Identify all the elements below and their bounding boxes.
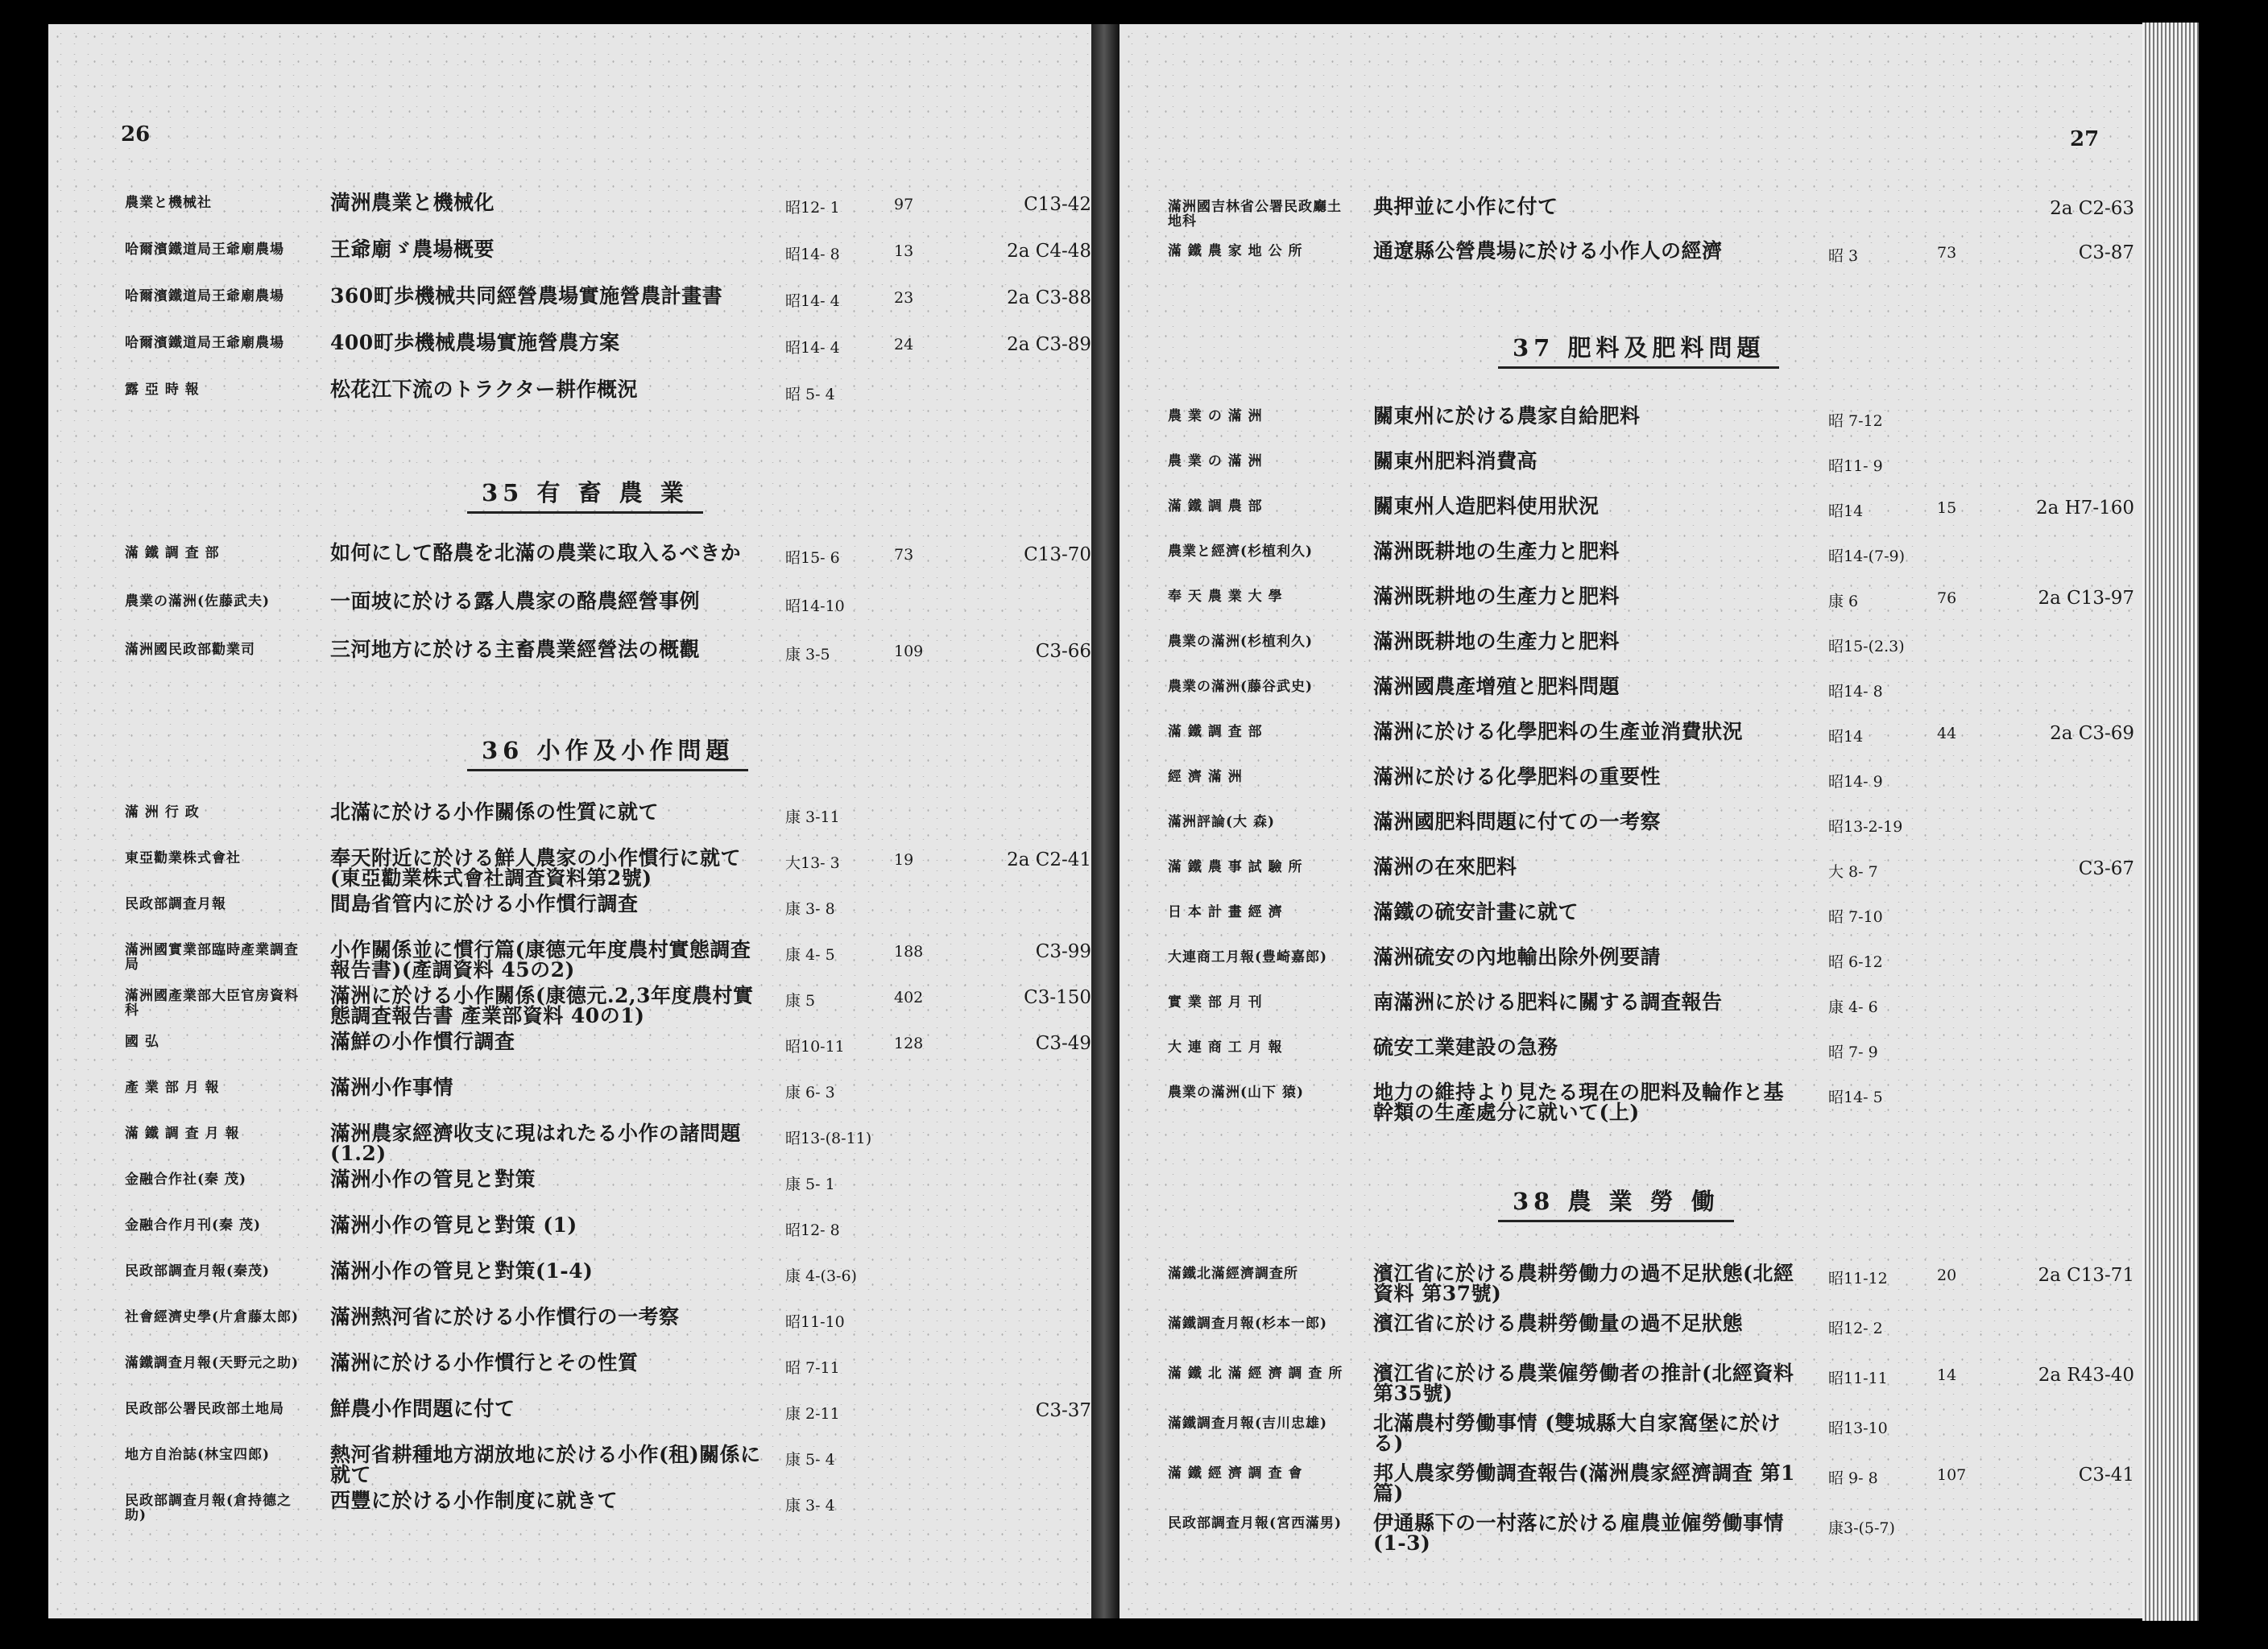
entry-src: 滿 洲 行 政	[125, 804, 200, 820]
bibliography-entry	[125, 329, 1091, 368]
section-heading: 37 肥料及肥料問題	[1498, 330, 1779, 369]
bibliography-entry	[1168, 1510, 2150, 1555]
entry-title: 王爺廟ゞ農場概要	[330, 238, 495, 261]
entry-src: 金融合作月刊(秦 茂)	[125, 1217, 262, 1234]
entry-code: C3-66	[1035, 641, 1091, 662]
entry-date: 昭14	[1828, 728, 1864, 746]
entry-title: 滿洲國農產增殖と肥料問題	[1373, 675, 1620, 698]
entry-pg: 109	[894, 643, 924, 660]
entry-src: 哈爾濱鐵道局王爺廟農場	[125, 242, 284, 258]
entry-src: 滿鐵調査月報(天野元之助)	[125, 1355, 300, 1371]
bibliography-entry	[1168, 718, 2150, 757]
entry-code: C3-150	[1024, 987, 1091, 1008]
page-edges	[2142, 23, 2199, 1621]
entry-src: 民政部調査月報	[125, 896, 226, 912]
entry-pg: 402	[894, 989, 924, 1006]
entry-pg: 44	[1937, 725, 1957, 742]
entry-title: 一面坡に於ける露人農家の酪農經營事例	[330, 589, 701, 613]
bibliography-entry	[1168, 899, 2150, 937]
entry-title: 典押並に小作に付て	[1373, 195, 1558, 218]
entry-src: 經 濟 滿 洲	[1168, 769, 1243, 785]
entry-src: 社會經濟史學(片倉藤太郎)	[125, 1309, 300, 1325]
entry-date: 昭 9- 8	[1828, 1469, 1878, 1487]
bibliography-entry	[1168, 583, 2150, 622]
entry-title: 滿洲の在來肥料	[1373, 855, 1517, 878]
entry-date: 昭10-11	[785, 1038, 845, 1056]
entry-title: 南滿洲に於ける肥料に關する調査報告	[1373, 990, 1723, 1014]
entry-title: 硫安工業建設の急務	[1373, 1035, 1558, 1059]
entry-title: 關東州肥料消費高	[1373, 449, 1538, 473]
entry-src: 農業の滿洲(藤谷武史)	[1168, 679, 1314, 695]
entry-pg: 15	[1937, 499, 1957, 517]
entry-date: 昭 7-11	[785, 1359, 840, 1377]
bibliography-entry	[125, 636, 1091, 675]
bibliography-entry	[1168, 1360, 2150, 1405]
entry-src: 滿洲評論(大 森)	[1168, 814, 1276, 830]
bibliography-entry	[1168, 1260, 2150, 1305]
entry-date: 昭14-(7-9)	[1828, 548, 1906, 565]
entry-src: 滿鐵北滿經濟調査所	[1168, 1266, 1298, 1282]
entry-title: 熱河省耕種地方湖放地に於ける小作(租)關係に就て	[330, 1443, 761, 1486]
entry-pg: 188	[894, 943, 924, 961]
entry-src: 哈爾濱鐵道局王爺廟農場	[125, 335, 284, 351]
entry-pg: 24	[894, 336, 914, 353]
entry-src: 地方自治誌(林宝四郎)	[125, 1447, 271, 1463]
entry-date: 昭11-11	[1828, 1370, 1888, 1387]
entry-date: 康 5	[785, 992, 816, 1010]
entry-title: 滿洲硫安の內地輸出除外例要請	[1373, 945, 1662, 969]
entry-src: 農業の滿洲(杉植利久)	[1168, 634, 1314, 650]
bibliography-entry	[125, 283, 1091, 321]
entry-src: 滿 鐵 調 査 部	[1168, 724, 1263, 740]
entry-date: 昭12- 1	[785, 199, 840, 217]
entry-title: 關東州に於ける農家自給肥料	[1373, 404, 1641, 428]
entry-date: 康 3-11	[785, 808, 840, 826]
entry-src: 日 本 計 畫 經 濟	[1168, 904, 1283, 920]
bibliography-entry	[125, 1258, 1091, 1296]
entry-title: 西豐に於ける小作制度に就きて	[330, 1489, 619, 1512]
bibliography-entry	[125, 982, 1091, 1027]
entry-code: 2a R43-40	[2038, 1365, 2134, 1386]
entry-title: 滿洲國肥料問題に付ての一考察	[1373, 810, 1662, 833]
section-heading: 38 農 業 勞 働	[1498, 1184, 1734, 1222]
entry-title: 滿洲既耕地の生產力と肥料	[1373, 585, 1620, 608]
entry-date: 昭14- 5	[1828, 1089, 1883, 1106]
entry-title: 北滿に於ける小作關係の性質に就て	[330, 800, 660, 824]
bibliography-entry	[1168, 538, 2150, 577]
entry-title: 如何にして酪農を北滿の農業に取入るべきか	[330, 541, 742, 564]
entry-date: 昭14- 4	[785, 292, 840, 310]
bibliography-entry	[125, 1304, 1091, 1342]
bibliography-entry	[125, 845, 1091, 890]
entry-date: 康 5- 4	[785, 1451, 835, 1469]
bibliography-entry	[125, 1395, 1091, 1434]
bibliography-entry	[1168, 944, 2150, 982]
entry-pg: 73	[1937, 244, 1957, 262]
entry-title: 滿洲熱河省に於ける小作慣行の一考察	[330, 1305, 680, 1329]
entry-src: 滿 鐵 調 農 部	[1168, 498, 1263, 515]
entry-code: C3-67	[2078, 858, 2134, 879]
entry-pg: 23	[894, 289, 914, 307]
entry-title: 奉天附近に於ける鮮人農家の小作慣行に就て(東亞勸業株式會社調査資料第2號)	[330, 846, 742, 890]
entry-src: 東亞勸業株式會社	[125, 850, 241, 866]
left-page	[48, 24, 1091, 1618]
entry-title: 濱江省に於ける農耕勞働力の過不足狀態(北經資料 第37號)	[1373, 1262, 1794, 1305]
entry-date: 昭14- 8	[785, 246, 840, 263]
entry-date: 康 4-(3-6)	[785, 1267, 857, 1285]
entry-date: 昭14-10	[785, 597, 845, 615]
entry-date: 康 6- 3	[785, 1084, 835, 1101]
entry-src: 農 業 の 滿 洲	[1168, 408, 1263, 424]
entry-src: 大連商工月報(豊崎嘉郎)	[1168, 949, 1328, 965]
entry-date: 昭13-10	[1828, 1420, 1888, 1437]
entry-src: 產 業 部 月 報	[125, 1080, 220, 1096]
entry-date: 昭 3	[1828, 247, 1859, 265]
entry-date: 昭14- 4	[785, 339, 840, 357]
bibliography-entry	[1168, 673, 2150, 712]
entry-date: 康 3-5	[785, 646, 830, 663]
page-number: 27	[2070, 127, 2100, 151]
entry-date: 昭14- 8	[1828, 683, 1883, 701]
bibliography-entry	[1168, 853, 2150, 892]
entry-date: 昭 5- 4	[785, 386, 835, 403]
entry-date: 昭14	[1828, 502, 1864, 520]
entry-src: 滿洲國產業部大臣官房資料科	[125, 988, 299, 1019]
bibliography-entry	[1168, 763, 2150, 802]
entry-date: 昭13-(8-11)	[785, 1130, 872, 1147]
entry-date: 康 4- 6	[1828, 998, 1878, 1016]
entry-title: 三河地方に於ける主畜農業經營法の概觀	[330, 638, 701, 661]
entry-code: 2a C3-69	[2050, 723, 2134, 744]
entry-code: 2a C3-88	[1007, 287, 1091, 308]
entry-title: 濱江省に於ける農業僱勞働者の推計(北經資料 第35號)	[1373, 1362, 1794, 1405]
entry-src: 滿 鐵 調 査 部	[125, 545, 220, 561]
entry-src: 農業の滿洲(佐藤武夫)	[125, 593, 271, 610]
entry-code: C13-42	[1024, 194, 1091, 215]
bibliography-entry	[125, 1028, 1091, 1067]
entry-pg: 19	[894, 851, 914, 869]
bibliography-entry	[125, 1212, 1091, 1250]
bibliography-entry	[125, 539, 1091, 578]
bibliography-entry	[1168, 448, 2150, 486]
bibliography-entry	[1168, 493, 2150, 531]
entry-pg: 76	[1937, 589, 1957, 607]
entry-src: 滿 鐵 北 滿 經 濟 調 査 所	[1168, 1366, 1343, 1382]
entry-title: 鮮農小作問題に付て	[330, 1397, 515, 1420]
entry-title: 満洲農業と機械化	[330, 191, 495, 214]
entry-src: 民政部調査月報(倉持德之助)	[125, 1493, 292, 1523]
bibliography-entry	[1168, 1410, 2150, 1455]
entry-src: 金融合作社(秦 茂)	[125, 1172, 247, 1188]
entry-src: 滿 鐵 農 家 地 公 所	[1168, 243, 1303, 259]
bibliography-entry	[1168, 403, 2150, 441]
entry-title: 濱江省に於ける農耕勞働量の過不足狀態	[1373, 1312, 1744, 1335]
entry-src: 滿 鐵 經 濟 調 査 會	[1168, 1465, 1303, 1482]
entry-src: 大 連 商 工 月 報	[1168, 1039, 1283, 1056]
bibliography-entry	[125, 376, 1091, 415]
section-heading: 35 有 畜 農 業	[467, 475, 703, 514]
bibliography-entry	[1168, 193, 2150, 232]
entry-title: 滿洲既耕地の生產力と肥料	[1373, 630, 1620, 653]
entry-code: 2a C13-71	[2038, 1265, 2134, 1286]
bibliography-entry	[1168, 1079, 2150, 1124]
entry-title: 滿鐵の硫安計畫に就て	[1373, 900, 1579, 924]
entry-code: C3-37	[1035, 1400, 1091, 1421]
entry-date: 昭 7-10	[1828, 908, 1883, 926]
entry-title: 滿洲小作事情	[330, 1076, 454, 1099]
entry-src: 民政部調査月報(秦茂)	[125, 1263, 271, 1279]
entry-date: 康 5- 1	[785, 1176, 835, 1193]
entry-date: 昭12- 8	[785, 1221, 840, 1239]
entry-title: 滿洲に於ける化學肥料の重要性	[1373, 765, 1662, 788]
entry-code: 2a C13-97	[2038, 588, 2134, 609]
entry-title: 滿洲小作の管見と對策	[330, 1168, 536, 1191]
bibliography-entry	[1168, 808, 2150, 847]
bibliography-entry	[125, 588, 1091, 626]
entry-title: 滿洲に於ける小作關係(康德元.2,3年度農村實態調査報告書 產業部資料 40の1)	[330, 984, 754, 1027]
entry-date: 康3-(5-7)	[1828, 1519, 1895, 1537]
entry-src: 哈爾濱鐵道局王爺廟農場	[125, 288, 284, 304]
entry-title: 400町歩機械農場實施營農方案	[330, 331, 620, 354]
entry-src: 實 業 部 月 刊	[1168, 994, 1263, 1010]
entry-date: 康 2-11	[785, 1405, 840, 1423]
entry-code: C3-49	[1035, 1033, 1091, 1054]
entry-code: C3-41	[2078, 1465, 2134, 1486]
entry-date: 昭11- 9	[1828, 457, 1883, 475]
entry-date: 昭14- 9	[1828, 773, 1883, 791]
bibliography-entry	[1168, 238, 2150, 276]
bibliography-entry	[125, 1349, 1091, 1388]
entry-title: 小作關係並に慣行篇(康德元年度農村實態調査報告書)(產調資料 45の2)	[330, 938, 751, 982]
entry-src: 農 業 の 滿 洲	[1168, 453, 1263, 469]
bibliography-entry	[125, 1441, 1091, 1486]
entry-code: 2a C2-63	[2050, 198, 2134, 219]
bibliography-entry	[125, 1487, 1091, 1526]
entry-date: 昭15-(2.3)	[1828, 638, 1905, 655]
entry-title: 北滿農村勞働事情 (雙城縣大自家窩堡に於ける)	[1373, 1411, 1782, 1455]
bibliography-entry	[125, 799, 1091, 837]
entry-date: 康 4- 5	[785, 946, 835, 964]
entry-src: 滿洲國吉林省公署民政廳土地科	[1168, 199, 1342, 229]
bibliography-entry	[1168, 989, 2150, 1027]
entry-date: 康 3- 8	[785, 900, 835, 918]
entry-date: 昭12- 2	[1828, 1320, 1883, 1337]
entry-pg: 73	[894, 546, 914, 564]
entry-pg: 20	[1937, 1267, 1957, 1284]
entry-src: 農業と經濟(杉植利久)	[1168, 543, 1314, 560]
entry-src: 滿鐵調査月報(杉本一郎)	[1168, 1316, 1328, 1332]
right-page	[1120, 24, 2191, 1618]
entry-code: 2a C2-41	[1007, 849, 1091, 870]
entry-src: 露 亞 時 報	[125, 382, 200, 398]
entry-code: C13-70	[1024, 544, 1091, 565]
entry-pg: 128	[894, 1035, 924, 1052]
entry-src: 農業の滿洲(山下 猿)	[1168, 1085, 1305, 1101]
entry-title: 滿洲に於ける小作慣行とその性質	[330, 1351, 639, 1374]
entry-date: 昭13-2-19	[1828, 818, 1903, 836]
bibliography-entry	[1168, 1460, 2150, 1505]
entry-date: 昭 6-12	[1828, 953, 1883, 971]
entry-title: 邦人農家勞働調査報告(滿洲農家經濟調査 第1篇)	[1373, 1461, 1795, 1505]
entry-title: 間島省管内に於ける小作慣行調査	[330, 892, 639, 915]
entry-title: 松花江下流のトラクター耕作概況	[330, 378, 639, 401]
entry-pg: 107	[1937, 1466, 1967, 1484]
bibliography-entry	[125, 891, 1091, 929]
entry-src: 滿洲國民政部勸業司	[125, 642, 255, 658]
entry-code: C3-87	[2078, 242, 2134, 263]
entry-title: 360町歩機械共同經營農場實施營農計畫書	[330, 284, 723, 308]
entry-date: 大 8- 7	[1828, 863, 1878, 881]
section-heading: 36 小作及小作問題	[467, 733, 748, 771]
entry-title: 伊通縣下の一村落に於ける雇農並僱勞働事情 (1-3)	[1373, 1511, 1785, 1555]
entry-title: 關東州人造肥料使用狀況	[1373, 494, 1600, 518]
entry-date: 昭 7- 9	[1828, 1044, 1878, 1061]
entry-src: 滿鐵調査月報(吉川忠雄)	[1168, 1415, 1328, 1432]
entry-date: 昭 7-12	[1828, 412, 1883, 430]
entry-title: 滿洲小作の管見と對策 (1)	[330, 1213, 577, 1237]
entry-src: 滿 鐵 調 査 月 報	[125, 1126, 240, 1142]
bibliography-entry	[125, 236, 1091, 275]
entry-pg: 97	[894, 196, 914, 213]
bibliography-entry	[1168, 628, 2150, 667]
bibliography-entry	[1168, 1310, 2150, 1349]
bibliography-entry	[125, 1120, 1091, 1165]
book-spine	[1091, 24, 1120, 1618]
entry-src: 奉 天 農 業 大 學	[1168, 589, 1283, 605]
entry-src: 滿 鐵 農 事 試 驗 所	[1168, 859, 1303, 875]
entry-code: 2a C4-48	[1007, 241, 1091, 262]
entry-src: 民政部調査月報(宮西滿男)	[1168, 1515, 1343, 1531]
bibliography-entry	[1168, 1034, 2150, 1072]
entry-title: 滿洲小作の管見と對策(1-4)	[330, 1259, 594, 1283]
entry-src: 民政部公署民政部土地局	[125, 1401, 284, 1417]
entry-title: 通遼縣公營農場に於ける小作人の經濟	[1373, 239, 1723, 262]
bibliography-entry	[125, 1166, 1091, 1205]
entry-title: 地力の維持より見たる現在の肥料及輪作と基幹類の生產處分に就いて(上)	[1373, 1081, 1785, 1124]
entry-date: 大13- 3	[785, 854, 840, 872]
entry-code: 2a C3-89	[1007, 334, 1091, 355]
entry-date: 昭15- 6	[785, 549, 840, 567]
entry-title: 滿洲既耕地の生產力と肥料	[1373, 539, 1620, 563]
entry-date: 昭11-10	[785, 1313, 845, 1331]
entry-date: 昭11-12	[1828, 1270, 1888, 1287]
entry-title: 滿洲農家經濟收支に現はれたる小作の諸問題 (1.2)	[330, 1122, 742, 1165]
entry-date: 康 6	[1828, 593, 1859, 610]
bibliography-entry	[125, 189, 1091, 228]
entry-src: 農業と機械社	[125, 195, 212, 211]
entry-pg: 13	[894, 242, 914, 260]
bibliography-entry	[125, 936, 1091, 982]
page-number: 26	[121, 122, 151, 147]
entry-date: 康 3- 4	[785, 1497, 835, 1515]
entry-title: 滿洲に於ける化學肥料の生產並消費狀況	[1373, 720, 1744, 743]
entry-src: 滿洲國實業部臨時產業調査局	[125, 942, 299, 973]
entry-src: 國 弘	[125, 1034, 159, 1050]
entry-code: C3-99	[1035, 941, 1091, 962]
entry-code: 2a H7-160	[2035, 498, 2134, 519]
entry-title: 滿鮮の小作慣行調査	[330, 1030, 515, 1053]
bibliography-entry	[125, 1074, 1091, 1113]
entry-pg: 14	[1937, 1366, 1957, 1384]
